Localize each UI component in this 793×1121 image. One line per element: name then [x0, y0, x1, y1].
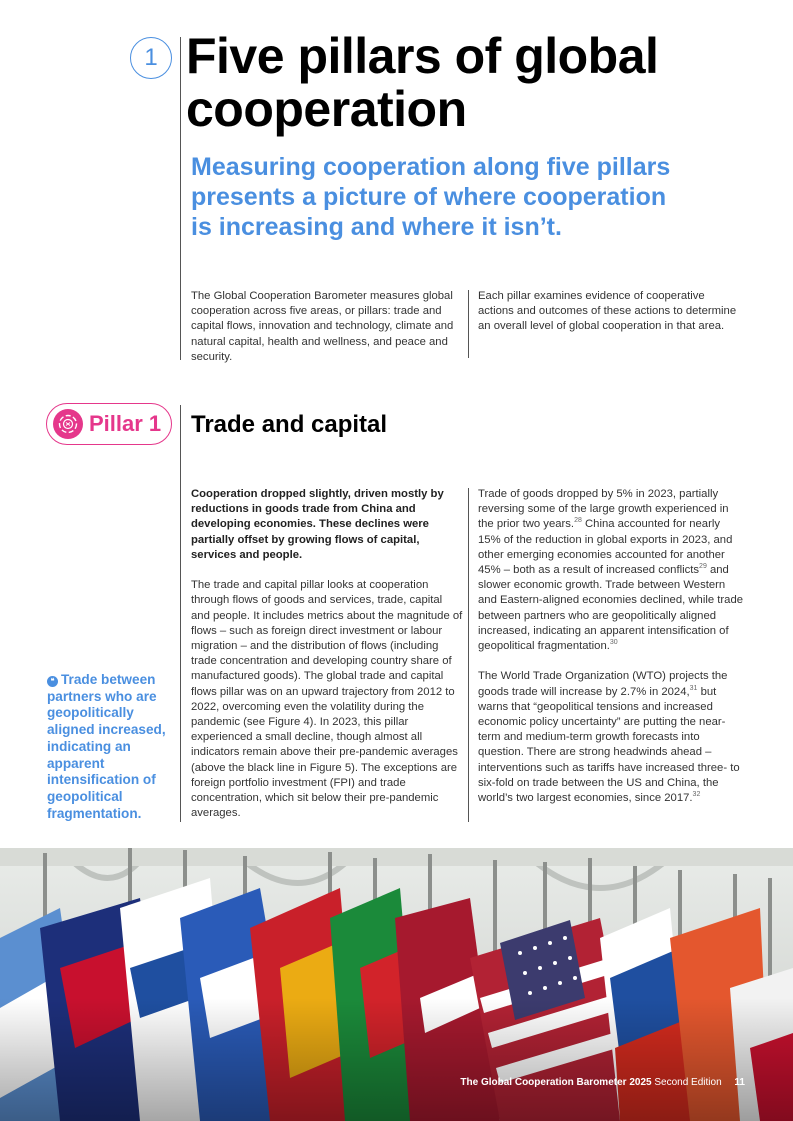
body-column-divider — [468, 488, 469, 822]
section-divider — [180, 405, 181, 822]
footer-edition: Second Edition — [654, 1077, 722, 1088]
pull-quote: ❝ Trade between partners who are geopolitically aligned increased, indicating an apparent intensification of geopolitical fragmentation. — [47, 672, 166, 821]
intro-right-text: Each pillar examines evidence of cooperative actions and outcomes of these actions to determine an overall level of global cooperation in that area. — [478, 290, 737, 333]
body-left-column — [191, 487, 463, 837]
footer-title: The Global Cooperation Barometer 2025 — [460, 1077, 652, 1088]
pillar-badge — [46, 403, 172, 445]
body-paragraph: The World Trade Organization (WTO) projects the goods trade will increase by 2.7% in 2024,31 but warns that “geopolitical tensions and increased economic policy uncertainty” are putting the near-term and medium-term growth forecasts into question. There are strong headwinds ahead – interventions such as tariffs have increased three- to six-fold on trade between the US and China, the world’s two largest economies, since 2017.32 — [478, 670, 740, 805]
lead-paragraph: Cooperation dropped slightly, driven mostly by reductions in goods trade from China and developing economies. These declines were partially offset by growing flows of capital, services and people. — [191, 488, 444, 561]
footnote-ref[interactable]: 30 — [609, 639, 618, 647]
footnote-ref[interactable]: 31 — [689, 684, 698, 692]
trade-capital-icon — [53, 409, 83, 439]
quote-icon: ❝ — [47, 676, 58, 687]
intro-left-text: The Global Cooperation Barometer measures global cooperation across five areas, or pillars: trade and capital flows, innovation and technology, climate and natural capital, health and wellness, and peace and security. — [191, 290, 454, 363]
page-subtitle: Measuring cooperation along five pillars presents a picture of where cooperation is increasing and where it isn’t. — [191, 153, 671, 241]
body-right-column — [478, 487, 744, 821]
pillar-label: Pillar 1 — [89, 411, 162, 436]
body-paragraph: Trade of goods dropped by 5% in 2023, partially reversing some of the large growth experienced in the prior two years.$^{28}$ China accounted for nearly 15% of the reduction in global exports in 2023, and other emerging economies accounted for another 45% – both as a result of increased conflicts$^{29}$ and slower economic growth. Trade between Western and Eastern-aligned economies declined, while trade between partners who are geopolitically aligned increased, indicating an apparent intensification of geopolitical fragmentation.$^{30}$ — [478, 488, 744, 653]
intro-column-divider — [468, 290, 469, 358]
footnote-ref[interactable]: 32 — [692, 791, 701, 799]
page-title: Five pillars of global cooperation — [186, 28, 659, 137]
footnote-ref[interactable]: 29 — [699, 563, 707, 571]
body-paragraph: The trade and capital pillar looks at cooperation through flows of goods and services, trade, capital and people. It includes metrics about the magnitude of flows – such as foreign direct investment or labour migration – and the distribution of flows (including trade concentration and developing country share of manufactured goods). The global trade and capital flows pillar was on an upward trajectory from 2012 to 2022, overcoming even the volatility during the pandemic (see Figure 4). In 2023, this pillar experienced a small decline, though almost all indicators remain above their pre-pandemic averages (above the black line in Figure 5). The exceptions are foreign portfolio investment (FPI) and trade concentration, which sit below their pre-pandemic averages. — [191, 579, 463, 820]
page-footer — [460, 1077, 745, 1088]
title-divider — [180, 37, 181, 360]
page-number: 11 — [734, 1077, 745, 1088]
chapter-number-badge: 1 — [130, 37, 172, 79]
footnote-ref[interactable]: 28 — [574, 517, 582, 525]
section-heading: Trade and capital — [191, 411, 388, 438]
